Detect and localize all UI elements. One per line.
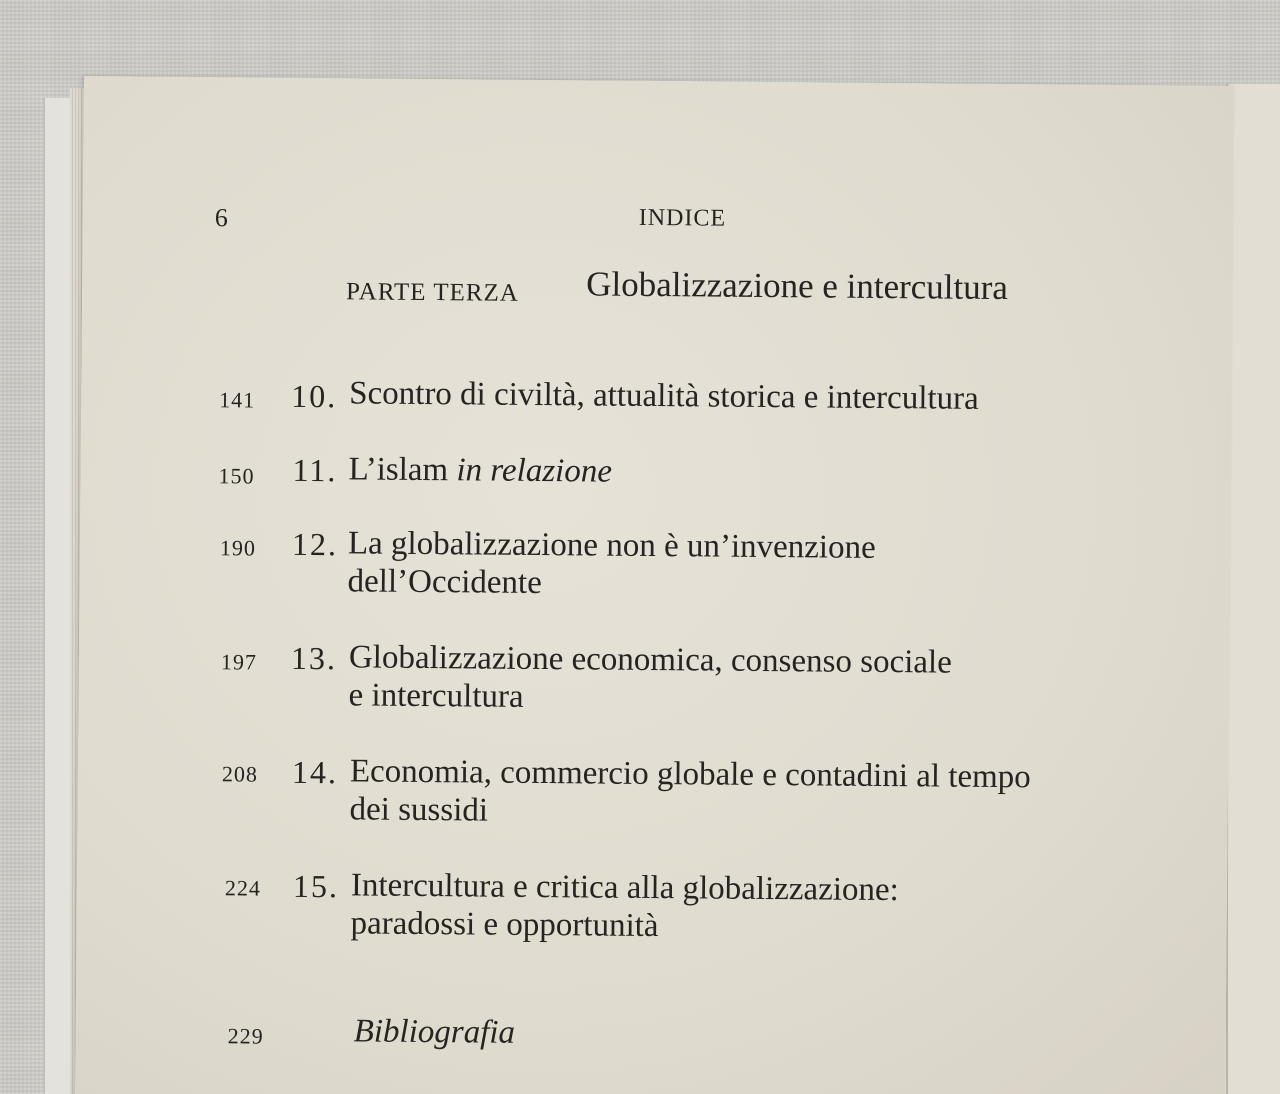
toc-entry-title-roman: L’islam <box>348 451 457 489</box>
part-label: PARTE TERZA <box>346 278 519 307</box>
page-number: 6 <box>214 203 228 233</box>
toc-entry-number: 13. <box>290 639 338 677</box>
toc-entry-page: 141 <box>219 387 256 413</box>
toc-entry-number: 11. <box>292 451 338 489</box>
toc-entry-title-line2: e intercultura <box>348 677 524 715</box>
toc-entry-page: 197 <box>220 649 258 675</box>
toc-entry-number: 10. <box>291 377 338 415</box>
book-page <box>75 76 1234 1094</box>
facing-page-edge <box>1226 84 1280 1094</box>
toc-entry-title-line1: Economia, commercio globale e contadini al tempo <box>349 753 1031 796</box>
toc-entry-title-line1: Globalizzazione economica, consenso sociale <box>348 639 952 681</box>
toc-entry-number: 14. <box>291 753 339 791</box>
toc-entry-title-line1: La globalizzazione non è un’invenzione <box>347 525 876 566</box>
toc-entry-title <box>348 450 612 490</box>
toc-entry-title-line2: dell’Occidente <box>347 563 542 602</box>
running-head: INDICE <box>638 204 727 232</box>
toc-entry-page: 190 <box>219 535 256 561</box>
toc-entry-title: Scontro di civiltà, attualità storica e intercultura <box>349 375 979 417</box>
toc-entry-page: 224 <box>224 875 262 901</box>
toc-entry-page: 208 <box>221 761 259 787</box>
part-title: Globalizzazione e intercultura <box>586 264 1009 308</box>
toc-entry-page: 229 <box>227 1023 264 1049</box>
toc-entry-number: 12. <box>291 525 339 563</box>
toc-entry-title-line2: paradossi e opportunità <box>350 905 659 945</box>
toc-entry-page: 150 <box>218 463 255 489</box>
toc-entry-title-line2: dei sussidi <box>349 791 489 829</box>
toc-entry-title-italic: in relazione <box>456 452 613 490</box>
toc-entry-title-line1: Intercultura e critica alla globalizzazione: <box>350 867 899 909</box>
bibliography-label: Bibliografia <box>353 1013 516 1051</box>
toc-entry-number: 15. <box>292 867 340 905</box>
